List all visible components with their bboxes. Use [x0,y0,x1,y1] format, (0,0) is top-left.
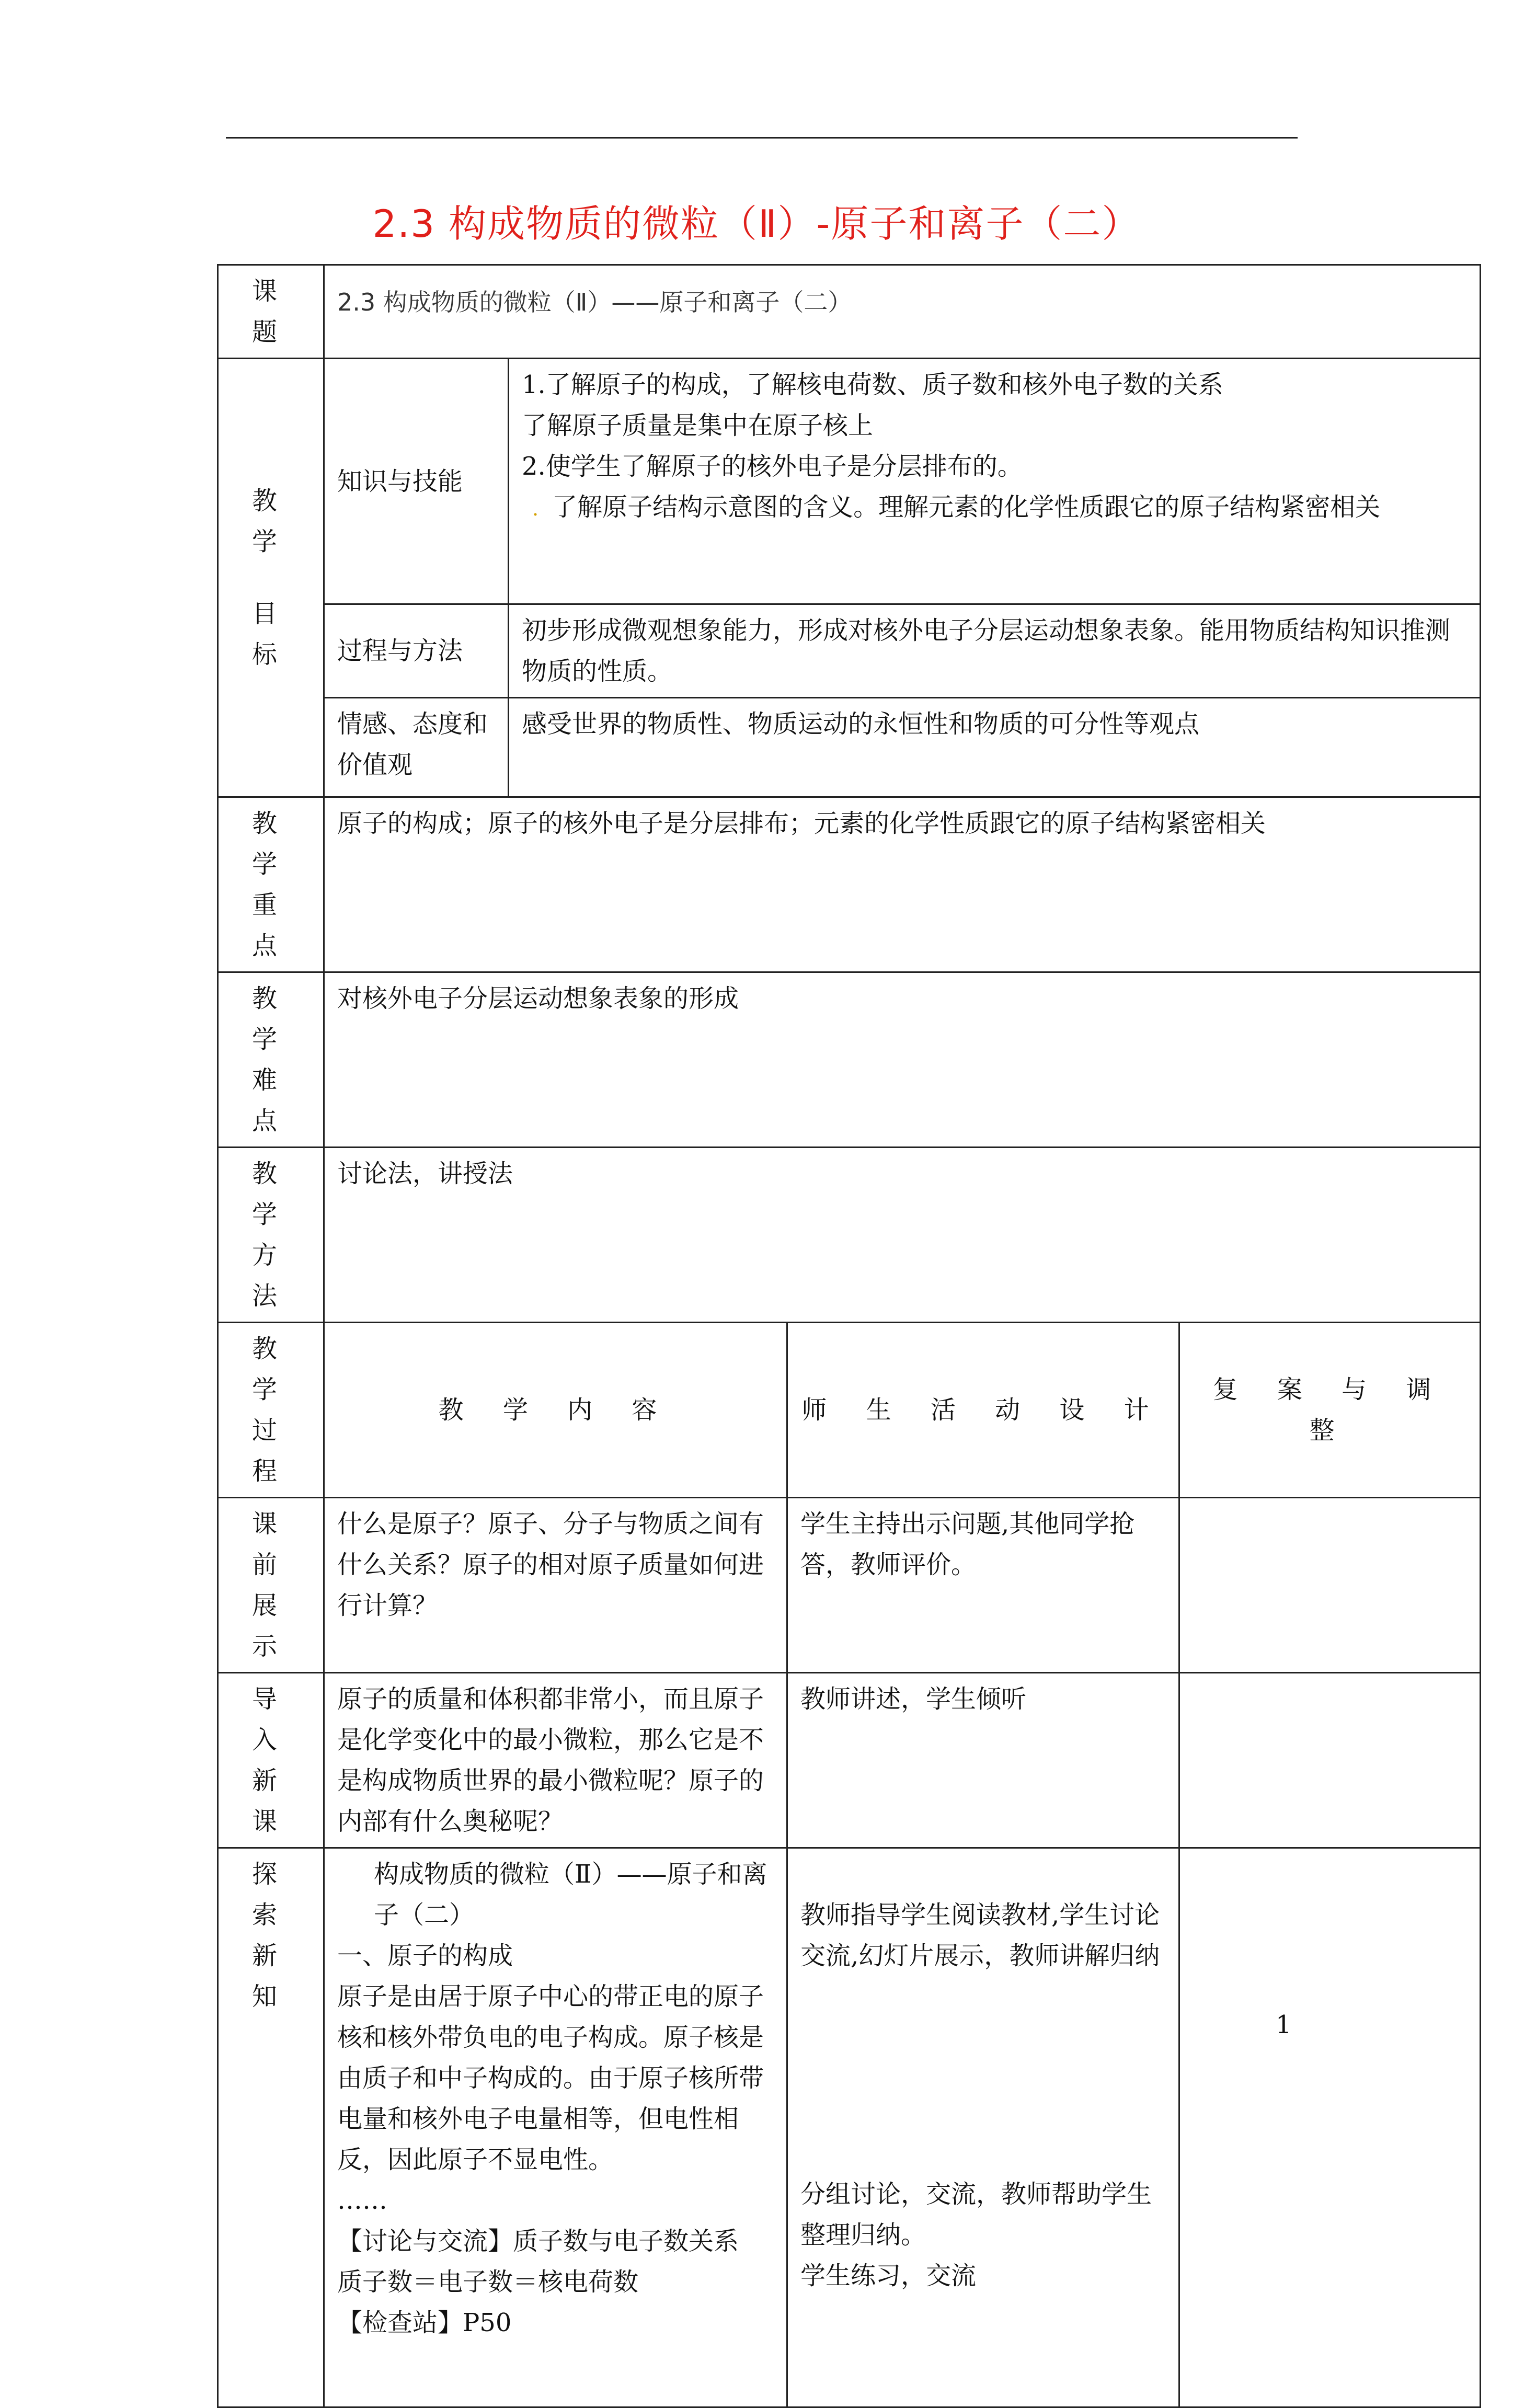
row-activity: 教师讲述，学生倾听 [787,1673,1179,1848]
difficulties-content: 对核外电子分层运动想象表象的形成 [324,972,1481,1148]
lesson-plan-table [217,264,1481,2408]
row-adjust [1179,1848,1481,2407]
row-label: 导 入 新 课 [218,1673,324,1848]
key-points-label: 教 学 重 点 [218,797,324,972]
methods-label: 教 学 方 法 [218,1148,324,1323]
content-paragraph: 原子是由居于原子中心的带正电的原子核和核外带负电的电子构成。原子核是由质子和中子构成的。由于原子核所带电量和核外电子电量相等，但电性相反，因此原子不显电性。 [337,1982,764,2174]
table-row [218,1498,1481,1673]
key-points-content: 原子的构成；原子的核外电子是分层排布；元素的化学性质跟它的原子结构紧密相关 [324,797,1481,972]
page-number: 1 [1276,2010,1292,2039]
row-adjust [1179,1673,1481,1848]
table-row [218,1848,1481,2407]
document-title: 2.3 构成物质的微粒（Ⅱ）-原子和离子（二） [372,202,1141,246]
difficulties-row [218,972,1481,1148]
difficulties-label: 教 学 难 点 [218,972,324,1148]
col-header-content: 教 学 内 容 [324,1323,787,1498]
methods-content: 讨论法，讲授法 [324,1148,1481,1323]
row-content: 原子的质量和体积都非常小，而且原子是化学变化中的最小微粒，那么它是不是构成物质世界的最小微粒呢？原子的内部有什么奥秘呢？ [324,1673,787,1848]
content-discuss: 【讨论与交流】质子数与电子数关系 [337,2227,739,2256]
row-content: 什么是原子？原子、分子与物质之间有什么关系？原子的相对原子质量如何进行计算？ [324,1498,787,1673]
col-header-activity: 师 生 活 动 设 计 [787,1323,1179,1498]
keti-label: 课 题 [218,265,324,359]
methods-row [218,1148,1481,1323]
knowledge-content: 1.了解原子的构成，了解核电荷数、质子数和核外电子数的关系 了解原子质量是集中在原子核上 2.使学生了解原子的核外电子是分层排布的。 . 了解原子结构示意图的含义。理解元素的化学性质跟它的原子结构紧密相关 [509,359,1481,604]
activity-3: 学生练习，交流 [800,2261,977,2290]
process-header-label: 教 学 过 程 [218,1323,324,1498]
content-section: 一、原子的构成 [337,1941,513,1970]
emotion-content: 感受世界的物质性、物质运动的永恒性和物质的可分性等观点 [509,698,1481,797]
objectives-process-row [218,604,1481,698]
row-activity: 学生主持出示问题,其他同学抢答，教师评价。 [787,1498,1179,1673]
row-label: 课 前 展 示 [218,1498,324,1673]
activity-2: 分组讨论，交流，教师帮助学生整理归纳。 [800,2180,1152,2250]
table-row [218,1673,1481,1848]
emotion-label: 情感、态度和价值观 [324,698,509,797]
process-label: 过程与方法 [324,604,509,698]
row-content [324,1848,787,2407]
content-formula: 质子数＝电子数＝核电荷数 [337,2267,639,2297]
process-header-row [218,1323,1481,1498]
content-check: 【检查站】P50 [337,2308,512,2337]
objectives-emotion-row [218,698,1481,797]
row-adjust [1179,1498,1481,1673]
header-rule [226,137,1298,139]
objectives-knowledge-row [218,359,1481,604]
content-title: 构成物质的微粒（Ⅱ）——原子和离子（二） [374,1860,767,1930]
objectives-label: 教 学 目 标 [218,359,324,797]
knowledge-label: 知识与技能 [324,359,509,604]
content-ellipsis: …… [337,2186,387,2215]
keti-value: 2.3 构成物质的微粒（Ⅱ）——原子和离子（二） [324,265,1481,359]
keti-row [218,265,1481,359]
row-activity [787,1848,1179,2407]
activity-1: 教师指导学生阅读教材,学生讨论交流,幻灯片展示，教师讲解归纳 [800,1900,1160,1970]
process-content: 初步形成微观想象能力，形成对核外电子分层运动想象表象。能用物质结构知识推测物质的性质。 [509,604,1481,698]
col-header-adjust: 复 案 与 调 整 [1179,1323,1481,1498]
key-points-row [218,797,1481,972]
row-label: 探 索 新知 [218,1848,324,2407]
